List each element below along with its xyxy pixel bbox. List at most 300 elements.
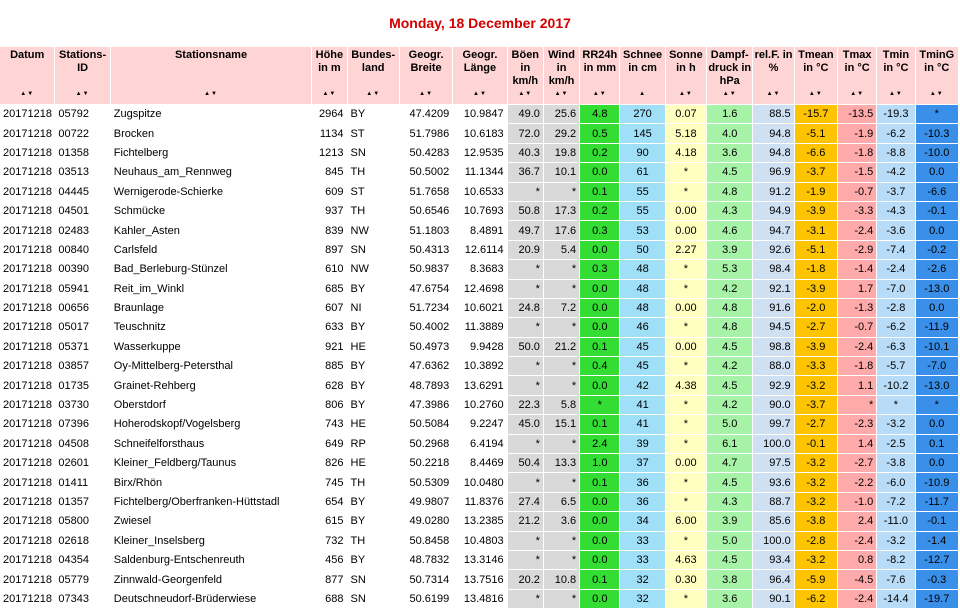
cell-stationsname: Zwiesel bbox=[111, 512, 311, 530]
sort-arrows-icon[interactable]: ▲▼ bbox=[554, 91, 569, 97]
cell-rr24h: 0.0 bbox=[580, 551, 619, 569]
cell-relf: 96.9 bbox=[753, 163, 793, 181]
cell-bundesland: BY bbox=[348, 512, 399, 530]
cell-wind: 19.8 bbox=[544, 144, 579, 162]
cell-datum: 20171218 bbox=[0, 105, 54, 123]
sort-arrows-icon[interactable]: ▲▼ bbox=[75, 91, 90, 97]
column-header-datum[interactable] bbox=[0, 47, 54, 104]
cell-dampfdruck: 4.8 bbox=[707, 299, 752, 317]
cell-relf: 100.0 bbox=[753, 532, 793, 550]
sort-arrows-icon[interactable]: ▲▼ bbox=[678, 91, 693, 97]
cell-stations-id: 00840 bbox=[55, 241, 109, 259]
cell-rr24h: 0.2 bbox=[580, 144, 619, 162]
sort-arrows-icon[interactable]: ▲▼ bbox=[419, 91, 434, 97]
cell-wind: 17.3 bbox=[544, 202, 579, 220]
column-header-geogr-breite[interactable] bbox=[400, 47, 452, 104]
cell-boeen: 50.4 bbox=[508, 454, 543, 472]
cell-wind: * bbox=[544, 318, 579, 336]
cell-datum: 20171218 bbox=[0, 473, 54, 491]
column-header-label: Tmin in °C bbox=[882, 49, 910, 74]
cell-stationsname: Hoherodskopf/Vogelsberg bbox=[111, 415, 311, 433]
sort-arrows-icon[interactable]: ▲▼ bbox=[850, 91, 865, 97]
cell-relf: 91.2 bbox=[753, 183, 793, 201]
sort-arrows-icon[interactable]: ▲ bbox=[639, 91, 647, 97]
cell-wind: * bbox=[544, 376, 579, 394]
cell-tmean: -3.7 bbox=[795, 396, 837, 414]
cell-tmean: -0.1 bbox=[795, 435, 837, 453]
cell-rr24h: 0.4 bbox=[580, 357, 619, 375]
cell-tmean: -1.9 bbox=[795, 183, 837, 201]
cell-bundesland: BY bbox=[348, 551, 399, 569]
column-header-relf[interactable] bbox=[753, 47, 793, 104]
cell-bundesland: SN bbox=[348, 241, 399, 259]
cell-stationsname: Grainet-Rehberg bbox=[111, 376, 311, 394]
cell-relf: 88.5 bbox=[753, 105, 793, 123]
cell-tmax: -3.3 bbox=[838, 202, 876, 220]
cell-schnee: 32 bbox=[620, 570, 664, 588]
cell-boeen: 20.9 bbox=[508, 241, 543, 259]
cell-geogr-laenge: 10.3892 bbox=[453, 357, 506, 375]
cell-boeen: * bbox=[508, 551, 543, 569]
cell-geogr-laenge: 10.9847 bbox=[453, 105, 506, 123]
cell-stationsname: Wernigerode-Schierke bbox=[111, 183, 311, 201]
cell-tmax: -2.9 bbox=[838, 241, 876, 259]
cell-geogr-laenge: 8.3683 bbox=[453, 260, 506, 278]
cell-geogr-laenge: 10.4803 bbox=[453, 532, 506, 550]
cell-wind: * bbox=[544, 435, 579, 453]
column-header-label: Stationsname bbox=[174, 49, 248, 61]
cell-sonne: * bbox=[666, 435, 706, 453]
column-header-dampfdruck[interactable] bbox=[707, 47, 752, 104]
cell-sonne: * bbox=[666, 280, 706, 298]
cell-schnee: 39 bbox=[620, 435, 664, 453]
cell-bundesland: NW bbox=[348, 221, 399, 239]
cell-tming: -0.1 bbox=[916, 202, 958, 220]
column-header-sonne[interactable] bbox=[666, 47, 706, 104]
cell-geogr-laenge: 13.6291 bbox=[453, 376, 506, 394]
table-row bbox=[0, 280, 958, 298]
cell-hoehe: 839 bbox=[312, 221, 346, 239]
cell-datum: 20171218 bbox=[0, 435, 54, 453]
cell-sonne: 6.00 bbox=[666, 512, 706, 530]
cell-boeen: * bbox=[508, 260, 543, 278]
cell-boeen: 50.0 bbox=[508, 338, 543, 356]
column-header-geogr-laenge[interactable] bbox=[453, 47, 506, 104]
sort-arrows-icon[interactable]: ▲▼ bbox=[322, 91, 337, 97]
cell-geogr-laenge: 6.4194 bbox=[453, 435, 506, 453]
cell-sonne: * bbox=[666, 473, 706, 491]
cell-dampfdruck: 5.0 bbox=[707, 532, 752, 550]
table-row bbox=[0, 105, 958, 123]
cell-stationsname: Saldenburg-Entschenreuth bbox=[111, 551, 311, 569]
cell-hoehe: 745 bbox=[312, 473, 346, 491]
cell-boeen: 24.8 bbox=[508, 299, 543, 317]
cell-tmax: -1.9 bbox=[838, 124, 876, 142]
cell-wind: * bbox=[544, 357, 579, 375]
cell-geogr-laenge: 13.7516 bbox=[453, 570, 506, 588]
cell-stations-id: 01411 bbox=[55, 473, 109, 491]
cell-boeen: * bbox=[508, 590, 543, 608]
cell-tmax: -1.8 bbox=[838, 357, 876, 375]
cell-tmin: -3.6 bbox=[877, 221, 914, 239]
sort-arrows-icon[interactable]: ▲▼ bbox=[766, 91, 781, 97]
cell-sonne: 0.00 bbox=[666, 454, 706, 472]
cell-tming: -0.3 bbox=[916, 570, 958, 588]
cell-wind: 7.2 bbox=[544, 299, 579, 317]
cell-stationsname: Schmücke bbox=[111, 202, 311, 220]
cell-dampfdruck: 4.5 bbox=[707, 376, 752, 394]
column-header-label: rel.F. in % bbox=[754, 49, 793, 74]
cell-datum: 20171218 bbox=[0, 280, 54, 298]
cell-hoehe: 743 bbox=[312, 415, 346, 433]
cell-sonne: 0.30 bbox=[666, 570, 706, 588]
table-row bbox=[0, 318, 958, 336]
table-row bbox=[0, 144, 958, 162]
cell-geogr-breite: 47.6754 bbox=[400, 280, 452, 298]
table-row bbox=[0, 241, 958, 259]
column-header-label: Bundes-land bbox=[351, 49, 396, 74]
cell-tmean: -3.7 bbox=[795, 163, 837, 181]
cell-stationsname: Kleiner_Feldberg/Taunus bbox=[111, 454, 311, 472]
cell-hoehe: 1213 bbox=[312, 144, 346, 162]
cell-schnee: 55 bbox=[620, 202, 664, 220]
cell-hoehe: 732 bbox=[312, 532, 346, 550]
cell-rr24h: 2.4 bbox=[580, 435, 619, 453]
cell-relf: 93.6 bbox=[753, 473, 793, 491]
cell-bundesland: BY bbox=[348, 105, 399, 123]
cell-relf: 88.7 bbox=[753, 493, 793, 511]
cell-bundesland: ST bbox=[348, 183, 399, 201]
cell-hoehe: 1134 bbox=[312, 124, 346, 142]
cell-tming: * bbox=[916, 396, 958, 414]
table-row bbox=[0, 299, 958, 317]
cell-tmean: -3.9 bbox=[795, 280, 837, 298]
cell-tmin: -2.4 bbox=[877, 260, 914, 278]
cell-relf: 98.4 bbox=[753, 260, 793, 278]
table-row bbox=[0, 493, 958, 511]
sort-arrows-icon[interactable]: ▲▼ bbox=[20, 91, 35, 97]
cell-rr24h: 0.1 bbox=[580, 570, 619, 588]
cell-rr24h: 1.0 bbox=[580, 454, 619, 472]
cell-geogr-breite: 50.5002 bbox=[400, 163, 452, 181]
cell-boeen: 45.0 bbox=[508, 415, 543, 433]
cell-geogr-laenge: 9.9428 bbox=[453, 338, 506, 356]
column-header-stationsname[interactable] bbox=[111, 47, 311, 104]
cell-geogr-breite: 47.3986 bbox=[400, 396, 452, 414]
cell-stations-id: 00656 bbox=[55, 299, 109, 317]
cell-tmean: -3.2 bbox=[795, 473, 837, 491]
cell-boeen: * bbox=[508, 357, 543, 375]
cell-datum: 20171218 bbox=[0, 512, 54, 530]
cell-wind: 10.1 bbox=[544, 163, 579, 181]
cell-relf: 88.0 bbox=[753, 357, 793, 375]
cell-stationsname: Wasserkuppe bbox=[111, 338, 311, 356]
cell-wind: * bbox=[544, 551, 579, 569]
cell-rr24h: 0.3 bbox=[580, 260, 619, 278]
cell-rr24h: * bbox=[580, 396, 619, 414]
cell-stations-id: 04501 bbox=[55, 202, 109, 220]
cell-boeen: * bbox=[508, 318, 543, 336]
cell-tmax: 0.8 bbox=[838, 551, 876, 569]
cell-relf: 94.8 bbox=[753, 124, 793, 142]
cell-geogr-laenge: 11.8376 bbox=[453, 493, 506, 511]
table-row bbox=[0, 163, 958, 181]
cell-tmax: 1.4 bbox=[838, 435, 876, 453]
cell-tmin: -3.8 bbox=[877, 454, 914, 472]
cell-hoehe: 649 bbox=[312, 435, 346, 453]
cell-tmin: -7.4 bbox=[877, 241, 914, 259]
cell-rr24h: 0.2 bbox=[580, 202, 619, 220]
cell-geogr-breite: 50.6546 bbox=[400, 202, 452, 220]
sort-arrows-icon[interactable]: ▲▼ bbox=[473, 91, 487, 97]
cell-wind: 6.5 bbox=[544, 493, 579, 511]
cell-geogr-laenge: 10.6021 bbox=[453, 299, 506, 317]
cell-hoehe: 654 bbox=[312, 493, 346, 511]
cell-tmin: -2.5 bbox=[877, 435, 914, 453]
cell-tmin: -7.0 bbox=[877, 280, 914, 298]
cell-tmax: -4.5 bbox=[838, 570, 876, 588]
cell-hoehe: 685 bbox=[312, 280, 346, 298]
cell-geogr-laenge: 12.4698 bbox=[453, 280, 506, 298]
cell-stationsname: Reit_im_Winkl bbox=[111, 280, 311, 298]
cell-datum: 20171218 bbox=[0, 318, 54, 336]
cell-tming: 0.0 bbox=[916, 221, 958, 239]
cell-tming: -13.0 bbox=[916, 376, 958, 394]
cell-tmin: -4.3 bbox=[877, 202, 914, 220]
table-row bbox=[0, 202, 958, 220]
cell-datum: 20171218 bbox=[0, 338, 54, 356]
column-header-boeen[interactable] bbox=[508, 47, 543, 104]
cell-tmean: -3.2 bbox=[795, 493, 837, 511]
cell-datum: 20171218 bbox=[0, 260, 54, 278]
cell-stations-id: 04508 bbox=[55, 435, 109, 453]
cell-tming: -10.0 bbox=[916, 144, 958, 162]
cell-tming: -13.0 bbox=[916, 280, 958, 298]
cell-hoehe: 826 bbox=[312, 454, 346, 472]
column-header-tming[interactable] bbox=[916, 47, 958, 104]
cell-tmin: -3.2 bbox=[877, 532, 914, 550]
cell-wind: 29.2 bbox=[544, 124, 579, 142]
cell-dampfdruck: 4.2 bbox=[707, 357, 752, 375]
table-row bbox=[0, 376, 958, 394]
column-header-tmin[interactable] bbox=[877, 47, 914, 104]
cell-stationsname: Braunlage bbox=[111, 299, 311, 317]
column-header-label: Schnee in cm bbox=[623, 49, 663, 74]
sort-arrows-icon[interactable]: ▲▼ bbox=[929, 91, 944, 97]
column-header-tmean[interactable] bbox=[795, 47, 837, 104]
cell-dampfdruck: 3.8 bbox=[707, 570, 752, 588]
cell-tming: 0.0 bbox=[916, 163, 958, 181]
cell-sonne: 0.07 bbox=[666, 105, 706, 123]
column-header-bundesland[interactable] bbox=[348, 47, 399, 104]
cell-sonne: 4.38 bbox=[666, 376, 706, 394]
cell-sonne: 0.00 bbox=[666, 338, 706, 356]
sort-arrows-icon[interactable]: ▲▼ bbox=[366, 91, 381, 97]
cell-dampfdruck: 4.0 bbox=[707, 124, 752, 142]
sort-arrows-icon[interactable]: ▲▼ bbox=[888, 91, 903, 97]
cell-tming: -10.1 bbox=[916, 338, 958, 356]
cell-wind: 5.8 bbox=[544, 396, 579, 414]
sort-arrows-icon[interactable]: ▲▼ bbox=[808, 91, 823, 97]
cell-geogr-laenge: 13.3146 bbox=[453, 551, 506, 569]
cell-tmean: -3.3 bbox=[795, 357, 837, 375]
cell-rr24h: 0.0 bbox=[580, 163, 619, 181]
cell-hoehe: 610 bbox=[312, 260, 346, 278]
cell-geogr-laenge: 8.4891 bbox=[453, 221, 506, 239]
column-header-wind[interactable] bbox=[544, 47, 579, 104]
cell-geogr-breite: 51.7986 bbox=[400, 124, 452, 142]
cell-bundesland: NI bbox=[348, 299, 399, 317]
cell-dampfdruck: 3.6 bbox=[707, 144, 752, 162]
cell-dampfdruck: 4.5 bbox=[707, 551, 752, 569]
column-header-label: Stations-ID bbox=[59, 49, 107, 74]
cell-dampfdruck: 4.5 bbox=[707, 338, 752, 356]
cell-wind: 13.3 bbox=[544, 454, 579, 472]
cell-rr24h: 0.1 bbox=[580, 415, 619, 433]
sort-arrows-icon[interactable]: ▲▼ bbox=[722, 91, 737, 97]
cell-tmax: 1.7 bbox=[838, 280, 876, 298]
cell-schnee: 48 bbox=[620, 260, 664, 278]
cell-relf: 97.5 bbox=[753, 454, 793, 472]
cell-boeen: * bbox=[508, 280, 543, 298]
cell-wind: * bbox=[544, 532, 579, 550]
cell-wind: 21.2 bbox=[544, 338, 579, 356]
cell-dampfdruck: 4.2 bbox=[707, 396, 752, 414]
column-header-label: Geogr. Breite bbox=[408, 49, 444, 74]
column-header-schnee[interactable] bbox=[620, 47, 664, 104]
cell-stations-id: 05800 bbox=[55, 512, 109, 530]
sort-arrows-icon[interactable]: ▲▼ bbox=[518, 91, 533, 97]
column-header-stations-id[interactable] bbox=[55, 47, 109, 104]
cell-tmin: -6.2 bbox=[877, 124, 914, 142]
cell-datum: 20171218 bbox=[0, 376, 54, 394]
column-header-label: Wind in km/h bbox=[548, 49, 575, 87]
cell-tmin: -2.8 bbox=[877, 299, 914, 317]
cell-hoehe: 615 bbox=[312, 512, 346, 530]
cell-stations-id: 05792 bbox=[55, 105, 109, 123]
cell-datum: 20171218 bbox=[0, 590, 54, 608]
cell-tming: 0.1 bbox=[916, 435, 958, 453]
cell-schnee: 36 bbox=[620, 473, 664, 491]
cell-sonne: * bbox=[666, 318, 706, 336]
cell-stationsname: Kleiner_Inselsberg bbox=[111, 532, 311, 550]
column-header-label: Dampf-druck in hPa bbox=[708, 49, 752, 87]
cell-geogr-breite: 50.4313 bbox=[400, 241, 452, 259]
cell-tmean: -2.0 bbox=[795, 299, 837, 317]
cell-stations-id: 04354 bbox=[55, 551, 109, 569]
cell-tmean: -3.2 bbox=[795, 376, 837, 394]
cell-bundesland: SN bbox=[348, 144, 399, 162]
cell-hoehe: 628 bbox=[312, 376, 346, 394]
cell-stations-id: 01358 bbox=[55, 144, 109, 162]
cell-bundesland: TH bbox=[348, 163, 399, 181]
cell-boeen: 50.8 bbox=[508, 202, 543, 220]
cell-relf: 94.7 bbox=[753, 221, 793, 239]
cell-rr24h: 4.8 bbox=[580, 105, 619, 123]
cell-tmean: -3.9 bbox=[795, 202, 837, 220]
cell-tming: -2.6 bbox=[916, 260, 958, 278]
cell-tmin: -14.4 bbox=[877, 590, 914, 608]
cell-dampfdruck: 4.3 bbox=[707, 202, 752, 220]
cell-schnee: 46 bbox=[620, 318, 664, 336]
table-row bbox=[0, 570, 958, 588]
cell-geogr-laenge: 11.1344 bbox=[453, 163, 506, 181]
cell-wind: 15.1 bbox=[544, 415, 579, 433]
column-header-label: Böen in km/h bbox=[511, 49, 540, 87]
column-header-rr24h[interactable] bbox=[580, 47, 619, 104]
cell-sonne: 2.27 bbox=[666, 241, 706, 259]
column-header-hoehe[interactable] bbox=[312, 47, 346, 104]
cell-relf: 94.5 bbox=[753, 318, 793, 336]
cell-tmean: -3.2 bbox=[795, 454, 837, 472]
cell-datum: 20171218 bbox=[0, 415, 54, 433]
cell-tmin: -19.3 bbox=[877, 105, 914, 123]
cell-geogr-breite: 49.0280 bbox=[400, 512, 452, 530]
cell-rr24h: 0.3 bbox=[580, 221, 619, 239]
cell-tmin: -8.2 bbox=[877, 551, 914, 569]
column-header-tmax[interactable] bbox=[838, 47, 876, 104]
table-row bbox=[0, 551, 958, 569]
cell-tmin: -6.3 bbox=[877, 338, 914, 356]
cell-stationsname: Fichtelberg/Oberfranken-Hüttstadl bbox=[111, 493, 311, 511]
column-header-label: Geogr. Länge bbox=[462, 49, 498, 74]
cell-dampfdruck: 4.7 bbox=[707, 454, 752, 472]
cell-relf: 94.8 bbox=[753, 144, 793, 162]
cell-tmin: -6.0 bbox=[877, 473, 914, 491]
table-row bbox=[0, 357, 958, 375]
sort-arrows-icon[interactable]: ▲▼ bbox=[204, 91, 218, 97]
cell-geogr-laenge: 13.2385 bbox=[453, 512, 506, 530]
cell-sonne: 5.18 bbox=[666, 124, 706, 142]
cell-rr24h: 0.1 bbox=[580, 183, 619, 201]
cell-relf: 92.9 bbox=[753, 376, 793, 394]
cell-datum: 20171218 bbox=[0, 454, 54, 472]
sort-arrows-icon[interactable]: ▲▼ bbox=[592, 91, 607, 97]
cell-tming: -11.9 bbox=[916, 318, 958, 336]
table-row bbox=[0, 124, 958, 142]
cell-sonne: 0.00 bbox=[666, 221, 706, 239]
cell-sonne: * bbox=[666, 590, 706, 608]
cell-hoehe: 688 bbox=[312, 590, 346, 608]
cell-rr24h: 0.0 bbox=[580, 532, 619, 550]
cell-bundesland: HE bbox=[348, 338, 399, 356]
cell-tming: 0.0 bbox=[916, 415, 958, 433]
cell-tming: 0.0 bbox=[916, 299, 958, 317]
cell-dampfdruck: 4.8 bbox=[707, 318, 752, 336]
cell-boeen: 20.2 bbox=[508, 570, 543, 588]
cell-tmean: -2.8 bbox=[795, 532, 837, 550]
column-header-label: Tmax in °C bbox=[842, 49, 872, 74]
cell-dampfdruck: 4.8 bbox=[707, 183, 752, 201]
cell-relf: 90.1 bbox=[753, 590, 793, 608]
cell-stationsname: Bad_Berleburg-Stünzel bbox=[111, 260, 311, 278]
cell-hoehe: 609 bbox=[312, 183, 346, 201]
cell-sonne: * bbox=[666, 163, 706, 181]
cell-datum: 20171218 bbox=[0, 551, 54, 569]
cell-tming: -12.7 bbox=[916, 551, 958, 569]
cell-dampfdruck: 4.5 bbox=[707, 473, 752, 491]
cell-wind: * bbox=[544, 280, 579, 298]
cell-relf: 96.4 bbox=[753, 570, 793, 588]
cell-schnee: 33 bbox=[620, 551, 664, 569]
cell-geogr-breite: 50.5084 bbox=[400, 415, 452, 433]
cell-hoehe: 921 bbox=[312, 338, 346, 356]
cell-geogr-breite: 48.7893 bbox=[400, 376, 452, 394]
cell-tmax: -1.3 bbox=[838, 299, 876, 317]
column-header-label: TminG in °C bbox=[919, 49, 955, 74]
cell-geogr-breite: 50.8458 bbox=[400, 532, 452, 550]
cell-geogr-breite: 50.9837 bbox=[400, 260, 452, 278]
